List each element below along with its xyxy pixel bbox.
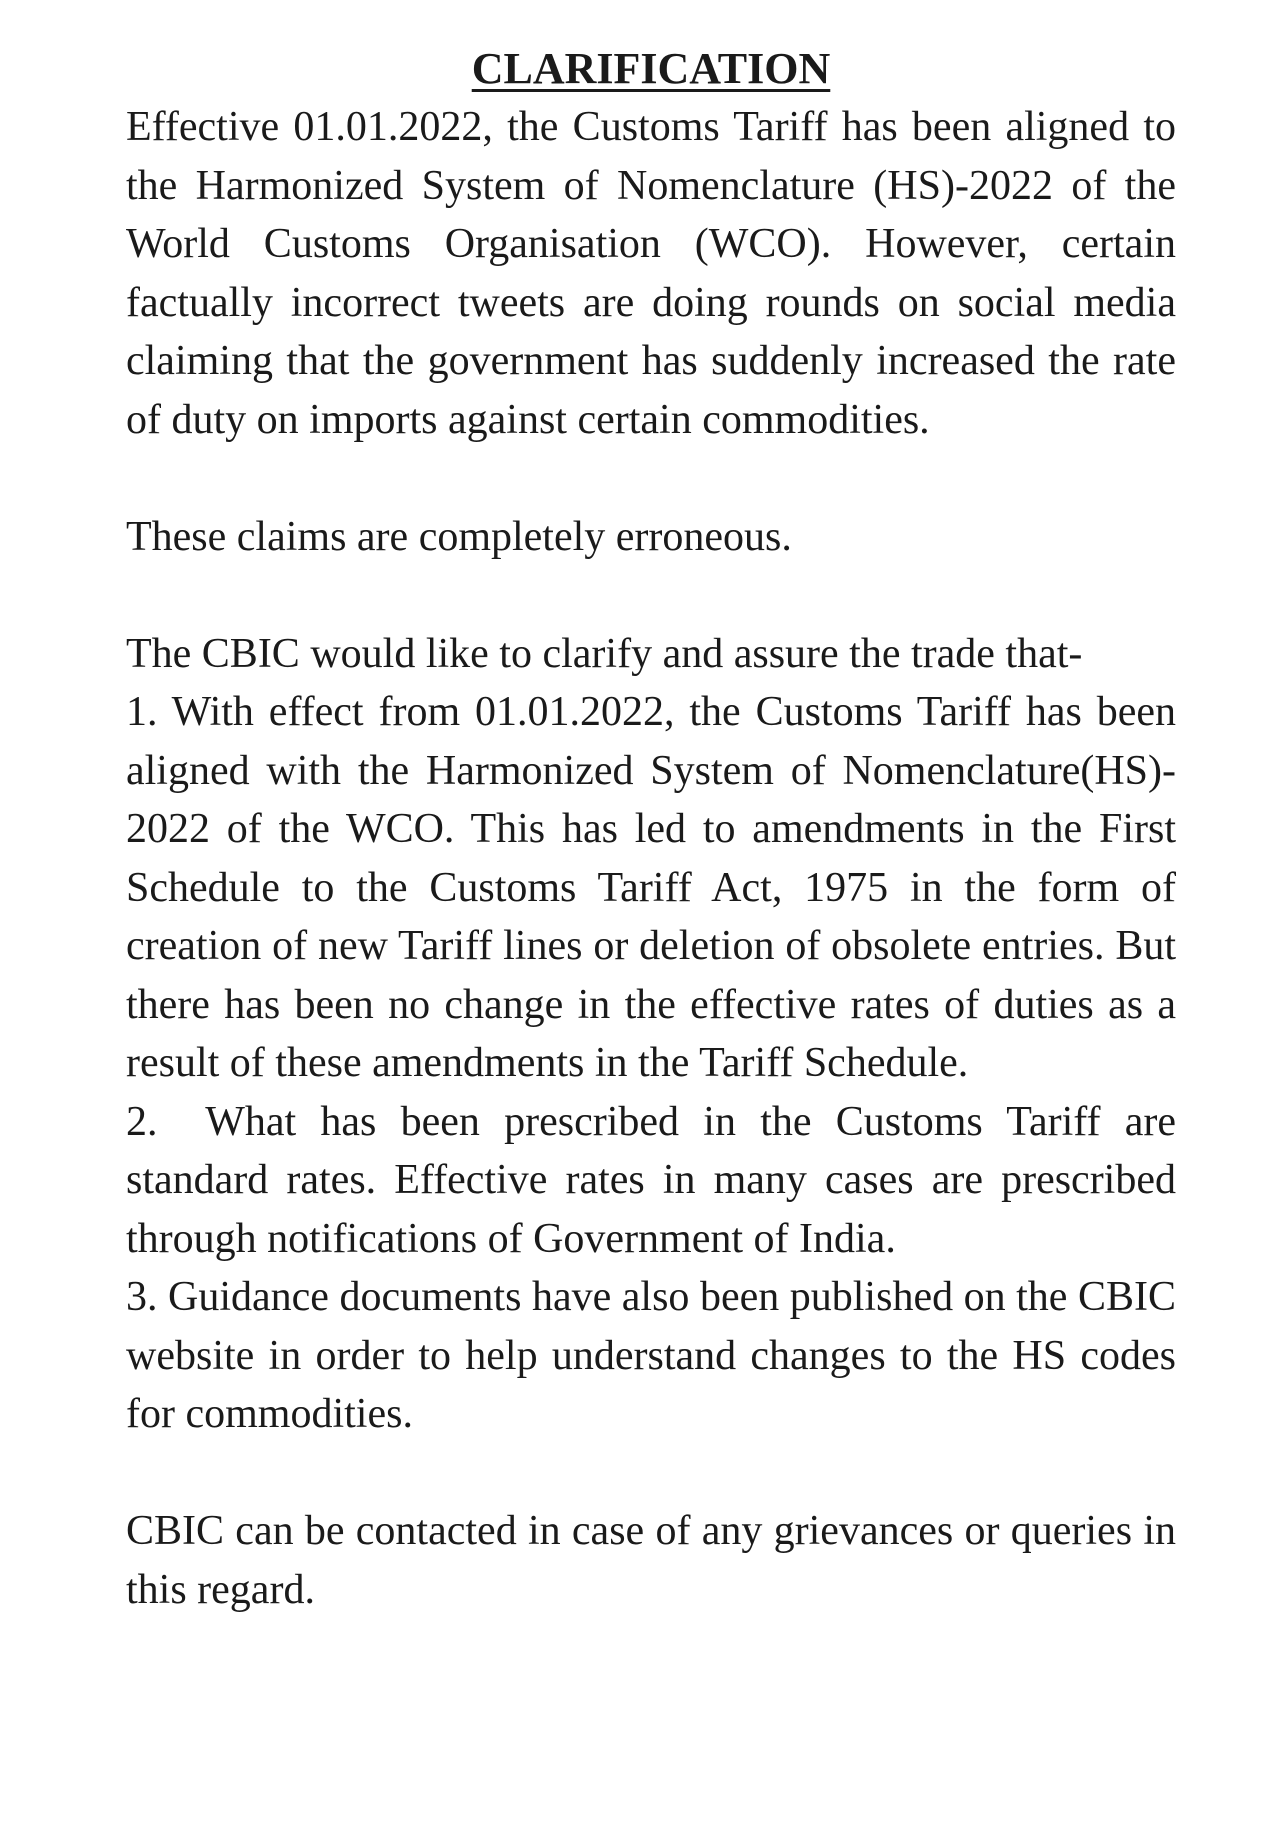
claims-paragraph: These claims are completely erroneous.: [126, 513, 792, 560]
paragraph-gap: [126, 449, 1176, 508]
intro-paragraph: Effective 01.01.2022, the Customs Tariff has been aligned to the Harmonized System of Nomenclature (HS)-2022 of the World Customs Organisation (WCO). However, certain factually incorrect tweets are doing rounds on social media claiming that the government has suddenly increased the rate of duty on imports against certain commodities.: [126, 104, 1176, 443]
document-page: [126, 40, 1187, 1619]
point-2: 2. What has been prescribed in the Customs Tariff are standard rates. Effective rates in many cases are prescribed through notifications of Government of India.: [126, 1098, 1187, 1262]
point-3: 3. Guidance documents have also been published on the CBIC website in order to help understand changes to the HS codes for commodities.: [126, 1274, 1176, 1437]
document-title: CLARIFICATION: [471, 44, 831, 93]
point-1: 1. With effect from 01.01.2022, the Customs Tariff has been aligned with the Harmonized System of Nomenclature(HS)- 2022 of the WCO. This has led to amendments in the First Schedule to the Customs Tariff Act, 1975 in the form of creation of new Tariff lines or deletion of obsolete entries. But there has been no change in the effective rates of duties as a result of these amendments in the Tariff Schedule.: [126, 689, 1176, 1086]
clarify-lead-paragraph: The CBIC would like to clarify and assure the trade that-: [126, 630, 1083, 677]
contact-paragraph: CBIC can be contacted in case of any grievances or queries in this regard.: [126, 1508, 1176, 1613]
paragraph-gap: [126, 1444, 1176, 1503]
paragraph-gap: [126, 566, 1176, 625]
